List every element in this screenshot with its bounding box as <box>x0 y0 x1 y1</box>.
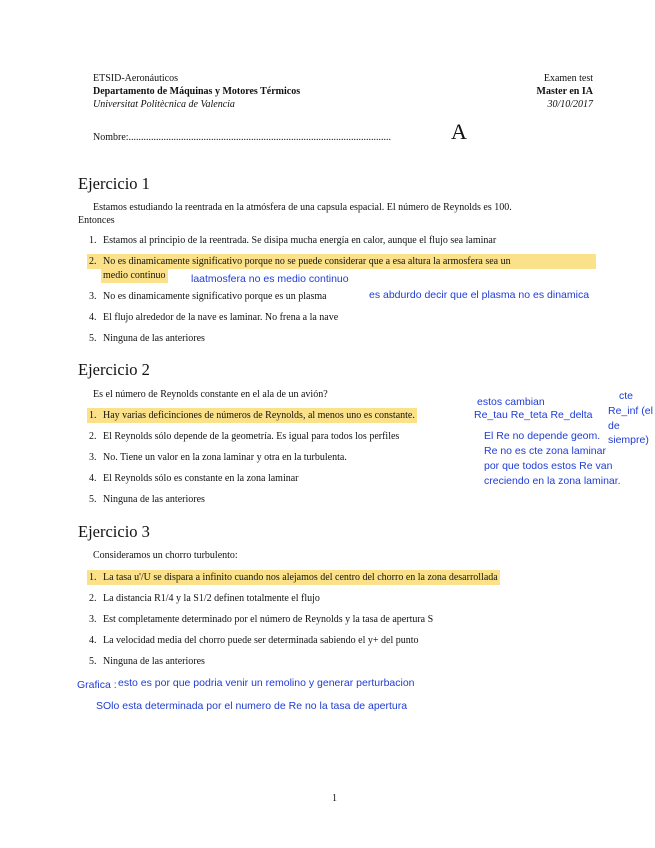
exercise-1-prompt-line-1: Estamos estudiando la reentrada en la atmósfera de una capsula espacial. El número de Reynolds es 100. <box>93 202 512 213</box>
annotation-grafica-text: esto es por que podria venir un remolino y generar perturbacion <box>118 677 415 689</box>
exam-variant: A <box>451 119 467 144</box>
exercise-3-prompt: Consideramos un chorro turbulento: <box>93 550 238 561</box>
annotation-creciendo: creciendo en la zona laminar. <box>484 475 621 487</box>
exercise-1-option-3: 3. No es dinamicamente significativo porque es un plasma <box>89 291 327 302</box>
annotation-siempre: siempre) <box>608 434 649 446</box>
annotation-re-inf: Re_inf (el <box>608 405 653 417</box>
annotation-de: de <box>608 420 620 432</box>
exercise-3-title: Ejercicio 3 <box>78 522 150 541</box>
exercise-3-option-2: 2. La distancia R1/4 y la S1/2 definen totalmente el flujo <box>89 593 320 604</box>
exercise-1-option-1: 1. Estamos al principio de la reentrada. Se disipa mucha energía en calor, aunque el flujo sea laminar <box>89 235 497 246</box>
exercise-1-option-4: 4. El flujo alrededor de la nave es laminar. No frena a la nave <box>89 312 339 323</box>
exercise-1-title: Ejercicio 1 <box>78 174 150 193</box>
annotation-solo-re: SOlo esta determinada por el numero de Re no la tasa de apertura <box>96 700 408 712</box>
program: Master en IA <box>536 86 593 97</box>
exercise-3-option-4: 4. La velocidad media del chorro puede ser determinada sabiendo el y+ del punto <box>89 635 419 646</box>
exercise-2-option-3: 3. No. Tiene un valor en la zona laminar y otra en la turbulenta. <box>89 452 347 463</box>
annotation-re-variants: Re_tau Re_teta Re_delta <box>474 409 593 421</box>
exercise-2-option-2: 2. El Reynolds sólo depende de la geometría. Es igual para todos los perfiles <box>89 431 400 442</box>
annotation-cte: cte <box>619 390 634 402</box>
annotation-grafica-label: Grafica : <box>77 679 117 691</box>
exam-date: 30/10/2017 <box>547 99 593 110</box>
name-field: Nombre:......................................................................................................... <box>93 132 392 143</box>
annotation-plasma: es abdurdo decir que el plasma no es dinamica <box>369 289 590 301</box>
exercise-1-prompt-line-2: Entonces <box>78 215 115 226</box>
annotation-no-cte-laminar: Re no es cte zona laminar <box>484 445 606 457</box>
exercise-1-option-2-cont: medio continuo <box>103 270 166 281</box>
annotation-por-que: por que todos estos Re van <box>484 460 613 472</box>
exercise-2-option-4: 4. El Reynolds sólo es constante en la zona laminar <box>89 473 299 484</box>
exercise-2-prompt: Es el número de Reynolds constante en el ala de un avión? <box>93 389 328 400</box>
page-number: 1 <box>332 793 337 804</box>
exam-type: Examen test <box>543 73 593 84</box>
university: Universitat Politècnica de Valencia <box>93 99 235 110</box>
exercise-3-option-1: 1. La tasa u'/U se dispara a infinito cuando nos alejamos del centro del chorro en la zona desarrollada <box>89 572 498 583</box>
exercise-2-option-1: 1. Hay varias deficinciones de números de Reynolds, al menos uno es constante. <box>89 410 415 421</box>
exercise-2-title: Ejercicio 2 <box>78 360 150 379</box>
exercise-3-option-5: 5. Ninguna de las anteriores <box>89 656 205 667</box>
exercise-1-option-5: 5. Ninguna de las anteriores <box>89 333 205 344</box>
exercise-2-option-5: 5. Ninguna de las anteriores <box>89 494 205 505</box>
annotation-atmosphere: laatmosfera no es medio continuo <box>191 273 349 285</box>
department: Departamento de Máquinas y Motores Térmicos <box>93 86 301 97</box>
annotation-estos-cambian: estos cambian <box>477 396 545 408</box>
institution: ETSID-Aeronáuticos <box>93 73 178 84</box>
exercise-1-option-2: 2. No es dinamicamente significativo porque no se puede considerar que a esa altura la armosfera sea un <box>87 254 596 269</box>
annotation-no-geom: El Re no depende geom. <box>484 430 601 442</box>
exercise-3-option-3: 3. Est completamente determinado por el número de Reynolds y la tasa de apertura S <box>89 614 434 625</box>
